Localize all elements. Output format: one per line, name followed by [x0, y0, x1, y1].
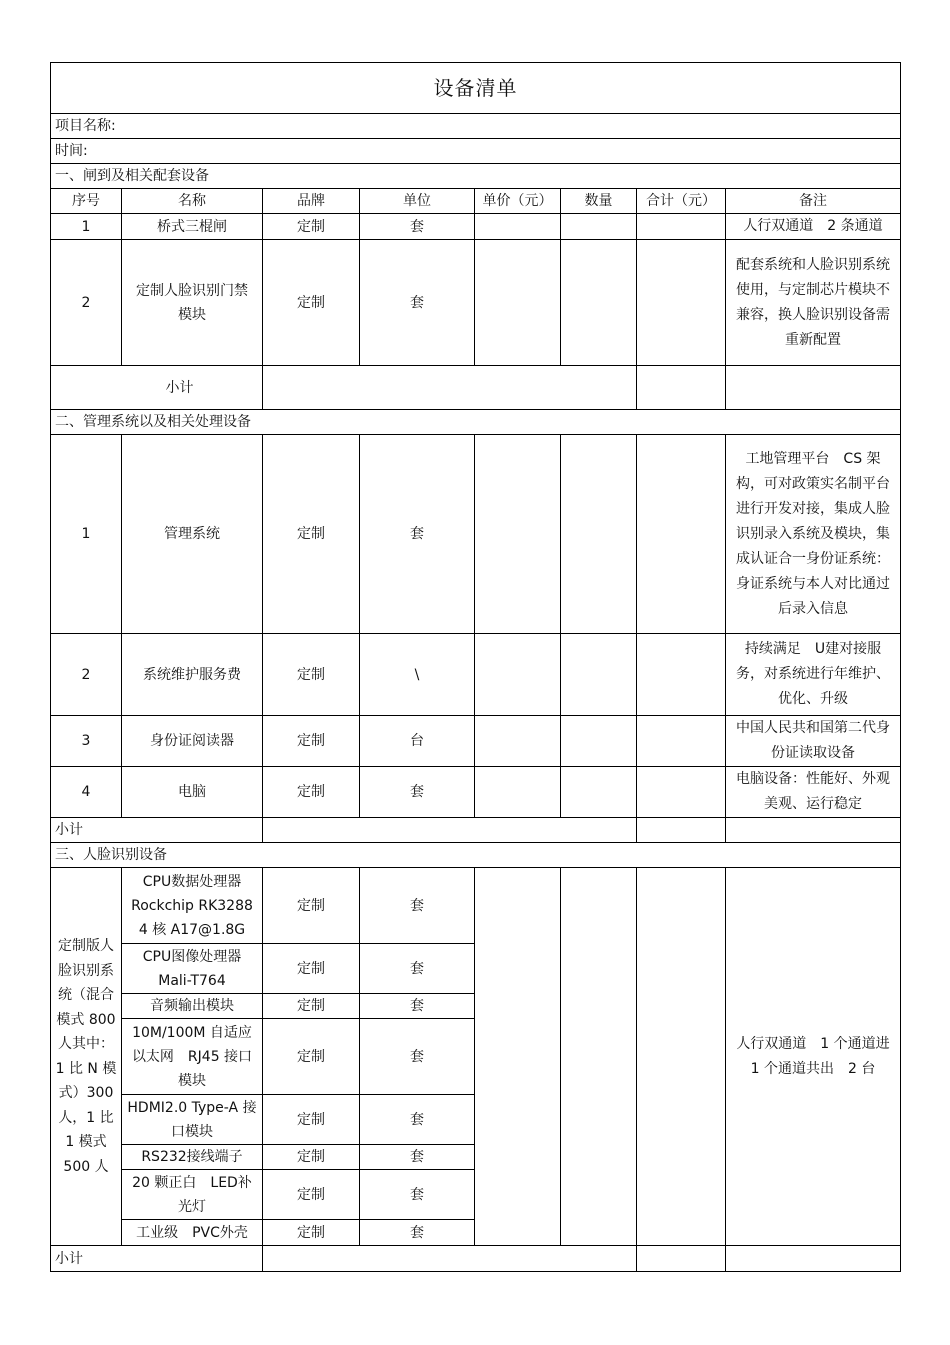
row-no: 2	[51, 240, 122, 366]
row-name: 20 颗正白 LED补光灯	[122, 1170, 263, 1220]
row-note: 电脑设备：性能好、外观美观、运行稳定	[726, 767, 901, 818]
row-note: 持续满足 U建对接服务，对系统进行年维护、优化、升级	[726, 634, 901, 716]
row-total	[637, 214, 726, 240]
row-unit: 套	[360, 767, 475, 818]
row-no: 4	[51, 767, 122, 818]
row-unit-price	[475, 240, 561, 366]
header-brand: 品牌	[263, 189, 360, 214]
header-row	[51, 189, 901, 214]
row-quantity	[561, 435, 637, 634]
row-name: 系统维护服务费	[122, 634, 263, 716]
row-unit: \	[360, 634, 475, 716]
row-note: 中国人民共和国第二代身份证读取设备	[726, 716, 901, 767]
row-brand: 定制	[263, 944, 360, 994]
row-unit-price	[475, 214, 561, 240]
row-brand: 定制	[263, 1095, 360, 1145]
header-unit-price: 单价（元）	[475, 189, 561, 214]
row-name: 音频输出模块	[122, 994, 263, 1019]
row-brand: 定制	[263, 240, 360, 366]
header-no: 序号	[51, 189, 122, 214]
row-quantity	[561, 716, 637, 767]
row-note: 工地管理平台 CS 架构，可对政策实名制平台进行开发对接，集成人脸识别录入系统及模块，集成认证合一身份证系统：身证系统与本人对比通过后录入信息	[726, 435, 901, 634]
row-note: 配套系统和人脸识别系统使用，与定制芯片模块不兼容，换人脸识别设备需重新配置	[726, 240, 901, 366]
row-name: 桥式三棍闸	[122, 214, 263, 240]
group-note: 人行双通道 1 个通道进 1 个通道共出 2 台	[726, 868, 901, 1246]
row-quantity	[561, 214, 637, 240]
row-name: 定制人脸识别门禁模块	[122, 240, 263, 366]
row-name: RS232接线端子	[122, 1145, 263, 1170]
row-name: 管理系统	[122, 435, 263, 634]
row-unit: 套	[360, 435, 475, 634]
row-brand: 定制	[263, 1220, 360, 1246]
table-row	[51, 214, 901, 240]
time-label: 时间:	[51, 139, 901, 164]
section2-title: 二、管理系统以及相关处理设备	[51, 410, 901, 435]
table-row	[51, 767, 901, 818]
header-unit: 单位	[360, 189, 475, 214]
section1-title: 一、闸到及相关配套设备	[51, 164, 901, 189]
row-note: 人行双通道 2 条通道	[726, 214, 901, 240]
total-cell	[637, 868, 726, 1246]
row-no: 3	[51, 716, 122, 767]
header-total: 合计（元）	[637, 189, 726, 214]
subtotal-label: 小计	[51, 1246, 263, 1272]
subtotal-row	[51, 1246, 901, 1272]
row-unit-price	[475, 634, 561, 716]
row-quantity	[561, 767, 637, 818]
row-unit: 台	[360, 716, 475, 767]
row-no: 1	[51, 435, 122, 634]
row-name: 10M/100M 自适应以太网 RJ45 接口模块	[122, 1019, 263, 1095]
row-name: HDMI2.0 Type-A 接口模块	[122, 1095, 263, 1145]
row-no: 2	[51, 634, 122, 716]
table-row	[51, 716, 901, 767]
row-brand: 定制	[263, 214, 360, 240]
equipment-list-table	[50, 62, 901, 1272]
row-unit: 套	[360, 1170, 475, 1220]
subtotal-label: 小计	[51, 366, 263, 410]
row-name: 身份证阅读器	[122, 716, 263, 767]
row-total	[637, 240, 726, 366]
subtotal-label: 小计	[51, 818, 263, 843]
table-row	[51, 240, 901, 366]
unit-price-cell	[475, 868, 561, 1246]
row-total	[637, 767, 726, 818]
row-brand: 定制	[263, 994, 360, 1019]
header-name: 名称	[122, 189, 263, 214]
quantity-cell	[561, 868, 637, 1246]
row-unit: 套	[360, 240, 475, 366]
section3-title: 三、人脸识别设备	[51, 843, 901, 868]
row-brand: 定制	[263, 435, 360, 634]
row-total	[637, 634, 726, 716]
row-quantity	[561, 634, 637, 716]
row-name: CPU图像处理器 Mali-T764	[122, 944, 263, 994]
row-total	[637, 716, 726, 767]
table-row	[51, 634, 901, 716]
row-name: CPU数据处理器 Rockchip RK3288 4 核 A17@1.8G	[122, 868, 263, 944]
row-name: 电脑	[122, 767, 263, 818]
header-quantity: 数量	[561, 189, 637, 214]
row-unit-price	[475, 767, 561, 818]
row-brand: 定制	[263, 634, 360, 716]
subtotal-row	[51, 818, 901, 843]
header-note: 备注	[726, 189, 901, 214]
row-unit: 套	[360, 1145, 475, 1170]
row-brand: 定制	[263, 767, 360, 818]
row-unit: 套	[360, 214, 475, 240]
document-title: 设备清单	[51, 63, 901, 114]
table-row	[51, 435, 901, 634]
group-label: 定制版人脸识别系统（混合模式 800 人其中：1 比 N 模式）300 人，1 比 1 模式 500 人	[51, 868, 122, 1246]
row-brand: 定制	[263, 716, 360, 767]
row-unit: 套	[360, 1095, 475, 1145]
row-quantity	[561, 240, 637, 366]
subtotal-row	[51, 366, 901, 410]
row-brand: 定制	[263, 868, 360, 944]
table-row	[51, 868, 901, 944]
row-brand: 定制	[263, 1145, 360, 1170]
row-no: 1	[51, 214, 122, 240]
row-unit: 套	[360, 868, 475, 944]
row-unit: 套	[360, 944, 475, 994]
row-unit: 套	[360, 1019, 475, 1095]
row-unit: 套	[360, 994, 475, 1019]
row-unit-price	[475, 716, 561, 767]
row-total	[637, 435, 726, 634]
row-unit: 套	[360, 1220, 475, 1246]
project-name-label: 项目名称:	[51, 114, 901, 139]
row-unit-price	[475, 435, 561, 634]
row-brand: 定制	[263, 1170, 360, 1220]
row-brand: 定制	[263, 1019, 360, 1095]
row-name: 工业级 PVC外壳	[122, 1220, 263, 1246]
